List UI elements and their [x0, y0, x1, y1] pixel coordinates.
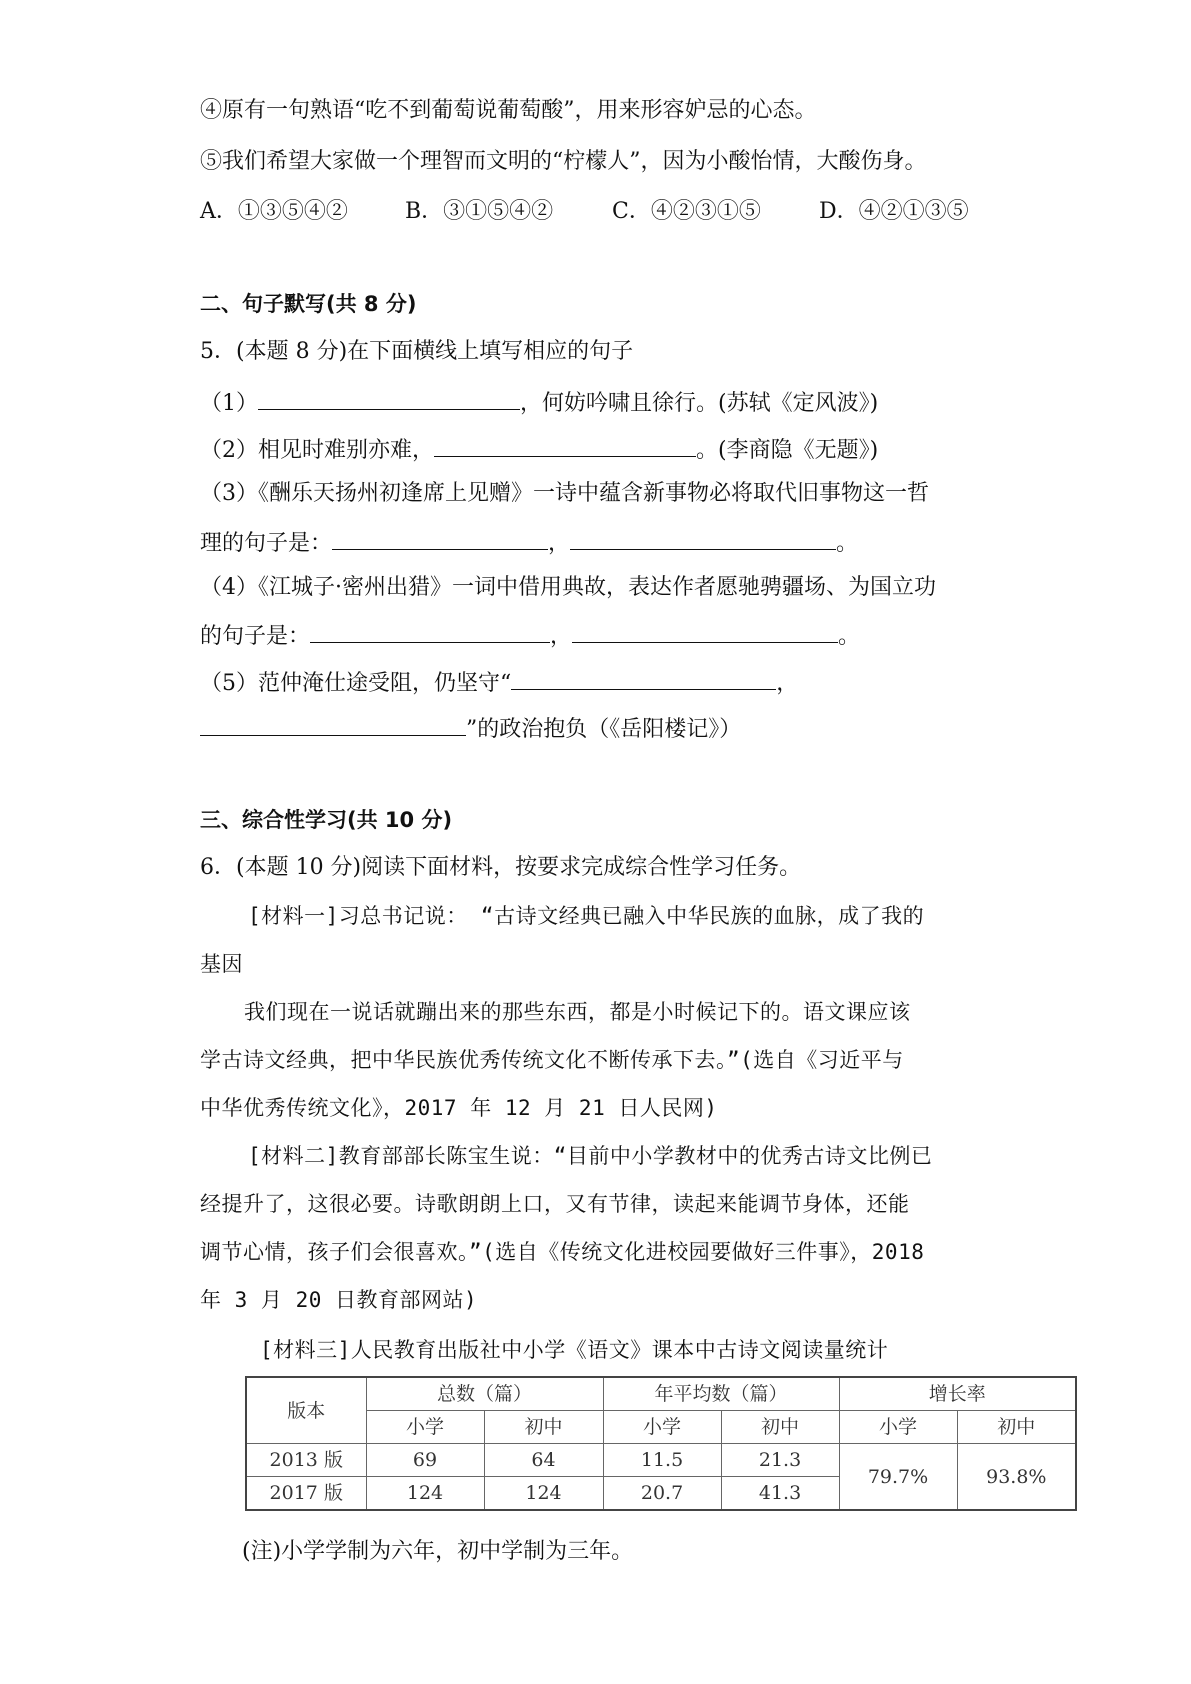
q4-options: [200, 196, 969, 228]
cell-avg-primary: 20.7: [603, 1477, 721, 1511]
s4-prefix: 的句子是：: [200, 624, 311, 649]
period: 。: [836, 531, 859, 556]
subheader-primary: 小学: [603, 1411, 721, 1444]
s2-prefix: （2）相见时难别亦难，: [200, 438, 434, 463]
subheader-primary: 小学: [366, 1411, 484, 1444]
answer-blank[interactable]: [200, 711, 466, 736]
cell-edition: 2017 版: [246, 1477, 366, 1511]
q5-sentence-4-line-1: （4）《江城子·密州出猎》一词中借用典故，表达作者愿驰骋疆场、为国立功: [200, 575, 936, 600]
answer-blank[interactable]: [572, 618, 838, 643]
material-1-line-1: [材料一]习总书记说： “古诗文经典已融入中华民族的血脉，成了我的: [248, 904, 925, 928]
answer-blank[interactable]: [511, 665, 776, 690]
table-row: [246, 1444, 1076, 1477]
comma: ，: [548, 531, 571, 556]
q5-sentence-1: [200, 385, 878, 420]
cell-edition: 2013 版: [246, 1444, 366, 1477]
option-a: A．①③⑤④②: [200, 199, 348, 224]
s2-suffix: 。(李商隐《无题》): [696, 438, 879, 463]
s1-suffix: ，何妨吟啸且徐行。(苏轼《定风波》): [520, 391, 879, 416]
cell-total-primary: 124: [366, 1477, 484, 1511]
reading-volume-table: [245, 1376, 1077, 1511]
cell-total-junior: 124: [484, 1477, 603, 1511]
footnote: (注)小学学制为六年，初中学制为三年。: [242, 1539, 634, 1564]
subheader-junior: 初中: [721, 1411, 839, 1444]
option-d: D．④②①③⑤: [819, 199, 969, 224]
q5-sentence-3-line-1: （3）《酬乐天扬州初逢席上见赠》一诗中蕴含新事物必将取代旧事物这一哲: [200, 481, 929, 506]
material-2-line-1: [材料二]教育部部长陈宝生说：“目前中小学教材中的优秀古诗文比例已: [248, 1144, 933, 1168]
material-3-caption: [材料三]人民教育出版社中小学《语文》课本中古诗文阅读量统计: [260, 1338, 889, 1362]
cell-total-primary: 69: [366, 1444, 484, 1477]
answer-blank[interactable]: [570, 525, 836, 550]
s1-prefix: （1）: [200, 391, 258, 416]
q4-item-5: ⑤我们希望大家做一个理智而文明的“柠檬人”，因为小酸怡情，大酸伤身。: [200, 149, 927, 174]
material-1-line-4: 学古诗文经典，把中华民族优秀传统文化不断传承下去。”(选自《习近平与: [200, 1048, 904, 1072]
q4-item-4: ④原有一句熟语“吃不到葡萄说葡萄酸”，用来形容妒忌的心态。: [200, 98, 817, 123]
s5-prefix: （5）范仲淹仕途受阻，仍坚守“: [200, 671, 512, 696]
section-3-heading: 三、综合性学习(共 10 分): [200, 808, 453, 832]
material-1-line-2: 基因: [200, 952, 243, 976]
s5-suffix: ”的政治抱负（《岳阳楼记》）: [466, 717, 742, 742]
s3-prefix: 理的句子是：: [200, 531, 333, 556]
period: 。: [838, 624, 861, 649]
subheader-primary: 小学: [839, 1411, 957, 1444]
q5-sentence-3-line-2: [200, 525, 858, 560]
q5-sentence-4-line-2: [200, 618, 860, 653]
answer-blank[interactable]: [434, 432, 696, 457]
q5-sentence-5-line-2: [200, 711, 741, 746]
answer-blank[interactable]: [258, 385, 520, 410]
header-edition: 版本: [246, 1377, 366, 1444]
material-1-line-5: 中华优秀传统文化》，2017 年 12 月 21 日人民网): [200, 1096, 718, 1120]
option-b: B．③①⑤④②: [405, 199, 554, 224]
q5-sentence-2: [200, 432, 878, 467]
table-subheader-row: [246, 1411, 1076, 1444]
cell-total-junior: 64: [484, 1444, 603, 1477]
cell-avg-primary: 11.5: [603, 1444, 721, 1477]
material-2-line-2: 经提升了，这很必要。诗歌朗朗上口，又有节律，读起来能调节身体，还能: [200, 1192, 910, 1216]
material-2-line-3: 调节心情，孩子们会很喜欢。”(选自《传统文化进校园要做好三件事》，2018: [200, 1240, 925, 1264]
table-header-row: [246, 1377, 1076, 1411]
cell-avg-junior: 41.3: [721, 1477, 839, 1511]
material-2-line-4: 年 3 月 20 日教育部网站): [200, 1288, 478, 1312]
answer-blank[interactable]: [310, 618, 550, 643]
header-growth-rate: 增长率: [839, 1377, 1076, 1411]
option-c: C．④②③①⑤: [612, 199, 761, 224]
q5-sentence-5-line-1: [200, 665, 798, 700]
header-annual-average: 年平均数（篇）: [603, 1377, 839, 1411]
comma: ，: [776, 671, 799, 696]
cell-avg-junior: 21.3: [721, 1444, 839, 1477]
q5-intro: 5．(本题 8 分)在下面横线上填写相应的句子: [200, 339, 634, 364]
comma: ，: [550, 624, 573, 649]
subheader-junior: 初中: [484, 1411, 603, 1444]
cell-growth-junior: 93.8%: [957, 1444, 1076, 1511]
answer-blank[interactable]: [332, 525, 548, 550]
subheader-junior: 初中: [957, 1411, 1076, 1444]
header-total: 总数（篇）: [366, 1377, 603, 1411]
q6-intro: 6．(本题 10 分)阅读下面材料，按要求完成综合性学习任务。: [200, 855, 802, 880]
material-1-line-3: 我们现在一说话就蹦出来的那些东西，都是小时候记下的。语文课应该: [244, 1000, 911, 1024]
section-2-heading: 二、句子默写(共 8 分): [200, 292, 417, 316]
cell-growth-primary: 79.7%: [839, 1444, 957, 1511]
